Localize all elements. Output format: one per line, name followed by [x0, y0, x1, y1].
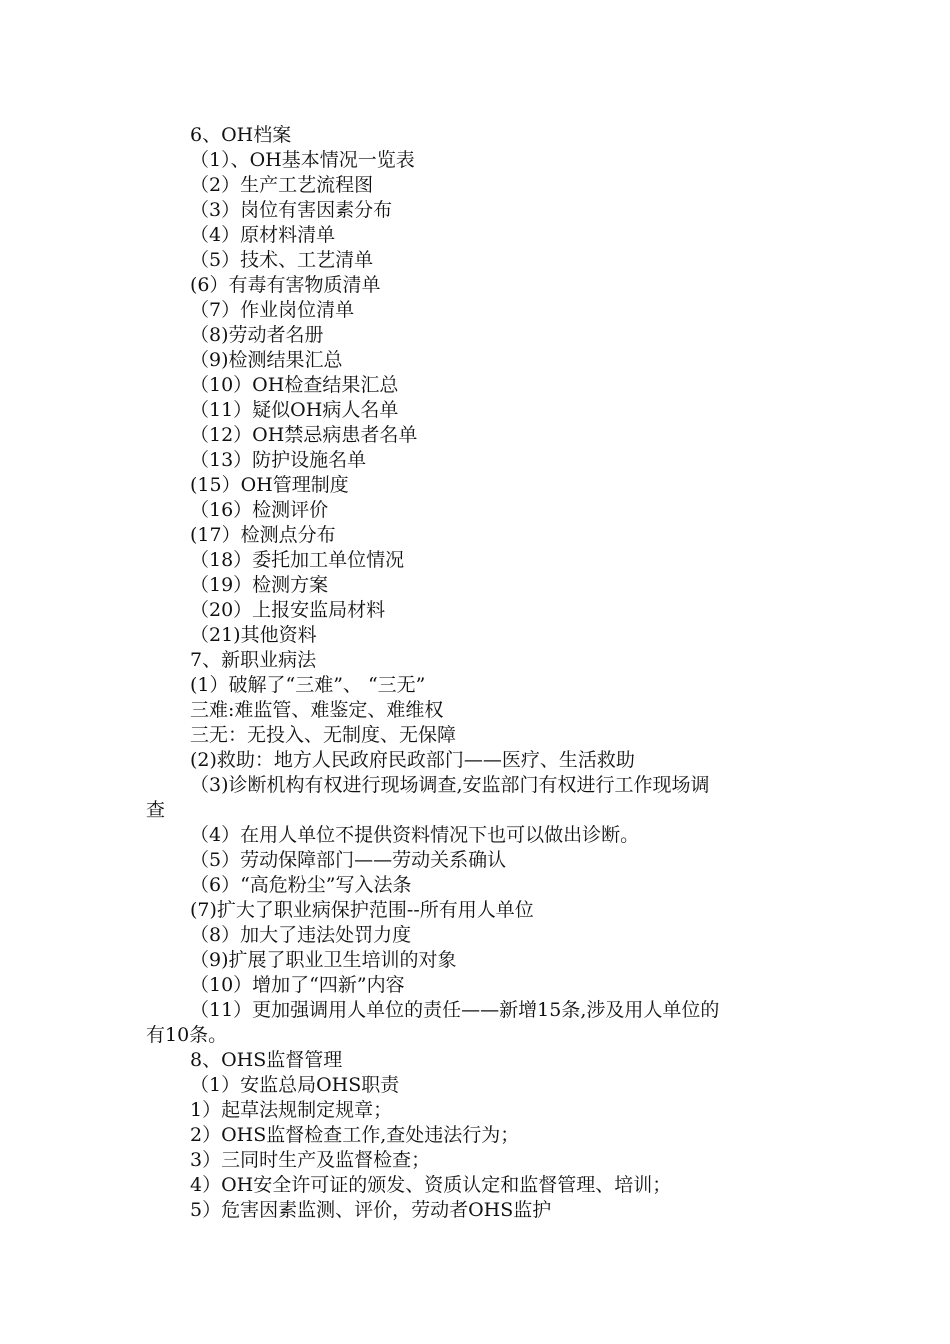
section-heading-ohs-supervision: 8、OHS监督管理 — [190, 1049, 343, 1071]
list-item: 1）起草法规制定规章； — [190, 1099, 393, 1121]
paragraph-continuation: 查 — [146, 799, 166, 821]
list-item: （19）检测方案 — [190, 574, 329, 596]
list-item: （21)其他资料 — [190, 624, 317, 646]
list-item: (6）有毒有害物质清单 — [190, 274, 381, 296]
list-item: （9)检测结果汇总 — [190, 349, 343, 371]
section-heading-occupational-disease-law: 7、新职业病法 — [190, 649, 317, 671]
list-item: （20）上报安监局材料 — [190, 599, 386, 621]
list-item: （8）加大了违法处罚力度 — [190, 924, 412, 946]
list-item: （10）OH检查结果汇总 — [190, 374, 399, 396]
list-item: 2）OHS监督检查工作,查处违法行为； — [190, 1124, 520, 1146]
list-item: （16）检测评价 — [190, 499, 329, 521]
list-item: （10）增加了“四新”内容 — [190, 974, 405, 996]
list-item: (15）OH管理制度 — [190, 474, 349, 496]
list-item: （5）技术、工艺清单 — [190, 249, 374, 271]
list-item: （1）、OH基本情况一览表 — [190, 149, 415, 171]
list-item: 3）三同时生产及监督检查； — [190, 1149, 431, 1171]
list-item: （6）“高危粉尘”写入法条 — [190, 874, 412, 896]
list-item: （11）更加强调用人单位的责任——新增15条,涉及用人单位的 — [190, 999, 720, 1021]
list-item: （4）在用人单位不提供资料情况下也可以做出诊断。 — [190, 824, 640, 846]
list-item: （5）劳动保障部门——劳动关系确认 — [190, 849, 507, 871]
list-item: （9)扩展了职业卫生培训的对象 — [190, 949, 457, 971]
list-item: (17）检测点分布 — [190, 524, 336, 546]
paragraph-line: 三无：无投入、无制度、无保障 — [190, 724, 457, 746]
paragraph-continuation: 有10条。 — [146, 1024, 228, 1046]
list-item: （13）防护设施名单 — [190, 449, 367, 471]
list-item: （12）OH禁忌病患者名单 — [190, 424, 418, 446]
list-item: 5）危害因素监测、评价，劳动者OHS监护 — [190, 1199, 552, 1221]
list-item: （11）疑似OH病人名单 — [190, 399, 399, 421]
list-item: (1）破解了“三难”、 “三无” — [190, 674, 426, 696]
list-item: 4）OH安全许可证的颁发、资质认定和监督管理、培训； — [190, 1174, 672, 1196]
list-item: （3）岗位有害因素分布 — [190, 199, 393, 221]
list-item: （1）安监总局OHS职责 — [190, 1074, 400, 1096]
list-item: （8)劳动者名册 — [190, 324, 324, 346]
list-item: （3)诊断机构有权进行现场调查,安监部门有权进行工作现场调 — [190, 774, 710, 796]
list-item: （18）委托加工单位情况 — [190, 549, 405, 571]
section-heading-oh-archive: 6、OH档案 — [190, 124, 292, 146]
paragraph-line: 三难:难监管、难鉴定、难维权 — [190, 699, 444, 721]
list-item: （7）作业岗位清单 — [190, 299, 355, 321]
list-item: (2)救助：地方人民政府民政部门——医疗、生活救助 — [190, 749, 635, 771]
list-item: （4）原材料清单 — [190, 224, 336, 246]
list-item: (7)扩大了职业病保护范围--所有用人单位 — [190, 899, 534, 921]
list-item: （2）生产工艺流程图 — [190, 174, 374, 196]
